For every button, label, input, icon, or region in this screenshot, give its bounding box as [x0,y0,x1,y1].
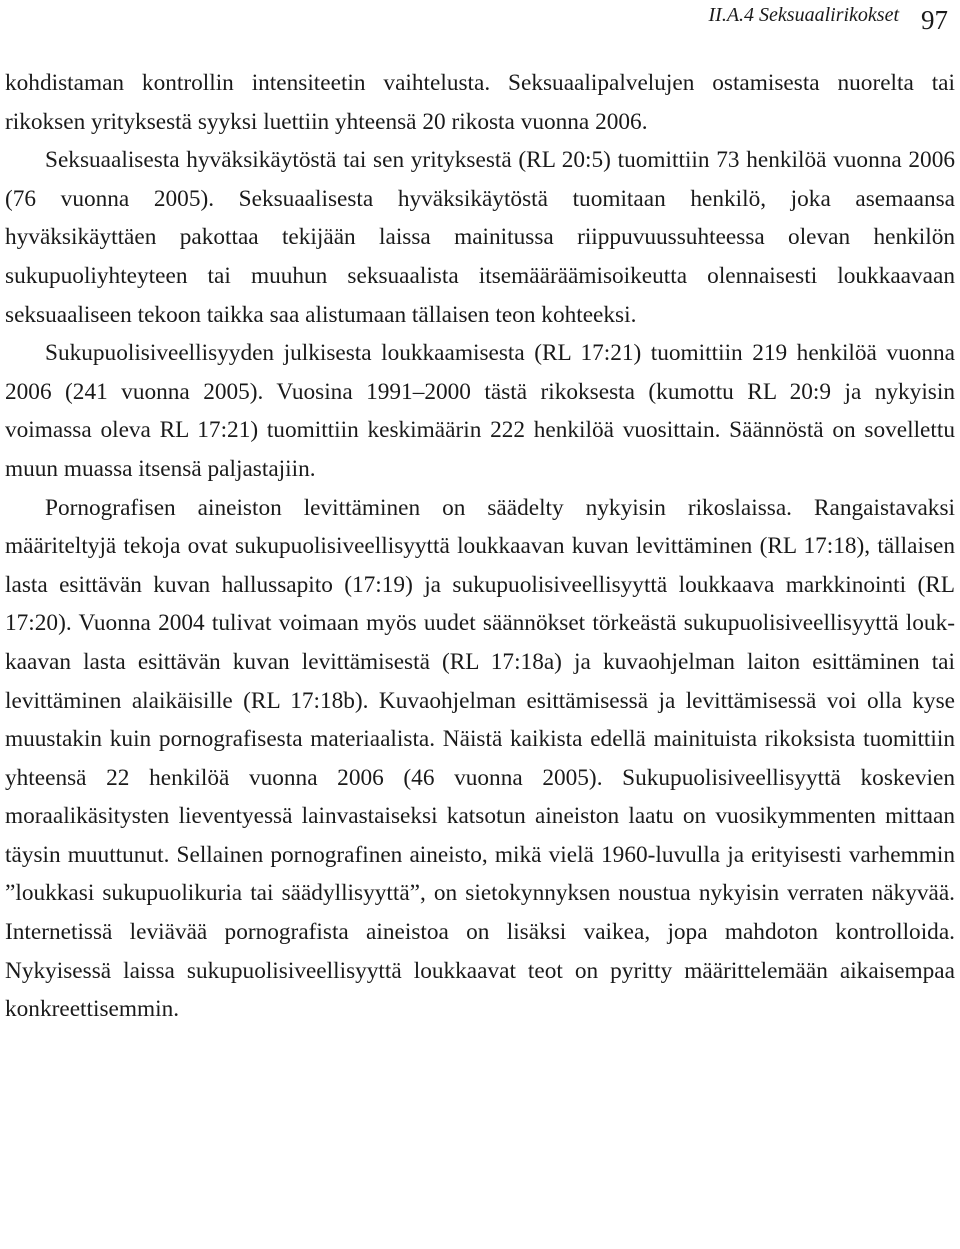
paragraph: Sukupuolisiveellisyyden julkisesta loukkaamisesta (RL 17:21) tuomittiin 219 henkilöä vuonna 2006 (241 vuonna 2005). Vuosina 1991–2000 tästä rikoksesta (kumottu RL 20:9 ja nykyisin voimassa oleva RL 17:21) tuomittiin keskimäärin 222 henkilöä vuosittain. Säännöstä on sovellettu muun muassa itsensä paljastajiin. [5,340,955,482]
paragraph-continuation: kohdistaman kontrollin intensiteetin vaihtelusta. Seksuaalipalvelujen ostamisesta nuorelta tai rikoksen yrityksestä syyksi luettiin yhteensä 20 rikosta vuonna 2006. [5,70,955,135]
paragraph: Seksuaalisesta hyväksikäytöstä tai sen yrityksestä (RL 20:5) tuomittiin 73 henkilöä vuonna 2006 (76 vuonna 2005). Seksuaalisesta hyväksikäytöstä tuomitaan henkilö, joka asemaansa hyväksikäyttäen pakottaa tekijään laissa mainitussa riippuvuussuhteessa olevan henkilön sukupuoliyhteyteen tai muuhun seksuaalista itsemääräämisoikeutta olennaisesti loukkaavaan seksuaaliseen tekoon taikka saa alistumaan tällaisen teon kohteeksi. [5,147,955,328]
body-text [5,64,955,1029]
paragraph: Pornografisen aineiston levittäminen on säädelty nykyisin rikoslaissa. Rangaistavaksi määriteltyjä tekoja ovat sukupuolisiveellisyyttä loukkaavan kuvan levittäminen (RL 17:18), tällaisen lasta esittävän kuvan hallussapito (17:19) ja sukupuolisiveellisyyttä loukkaava markkinointi (RL 17:20). Vuonna 2004 tulivat voimaan myös uudet säännökset törkeästä sukupuolisiveellisyyttä loukkaavan lasta esittävän kuvan levittämisestä (RL 17:18a) ja kuvaohjelman laiton esittäminen tai levittäminen alaikäisille (RL 17:18b). Kuvaohjelman esittämisessä ja levittämisessä voi olla kyse muustakin kuin pornografisesta materiaalista. Näistä kaikista edellä mainituista rikoksista tuomittiin yhteensä 22 henkilöä vuonna 2006 (46 vuonna 2005). Sukupuolisiveellisyyttä koskevien moraalikäsitysten lieventyessä lainvastaiseksi katsotun aineiston laatu on vuosikymmenten mittaan täysin muuttunut. Sellainen pornografinen aineisto, mikä vielä 1960-luvulla ja erityisesti varhemmin ”loukkasi sukupuolikuria tai säädyllisyyttä”, on sietokynnyksen noustua nykyisin verraten näkyvää. Internetissä leviävää pornografista aineistoa on lisäksi vaikea, jopa mahdoton kontrolloida. Nykyisessä laissa sukupuolisiveellisyyttä loukkaavat teot on pyritty määrittelemään aikaisempaa konkreettisemmin. [5,494,955,1023]
section-title: II.A.4 Seksuaalirikokset [708,4,899,26]
page-number: 97 [921,5,948,35]
running-header [709,0,949,36]
